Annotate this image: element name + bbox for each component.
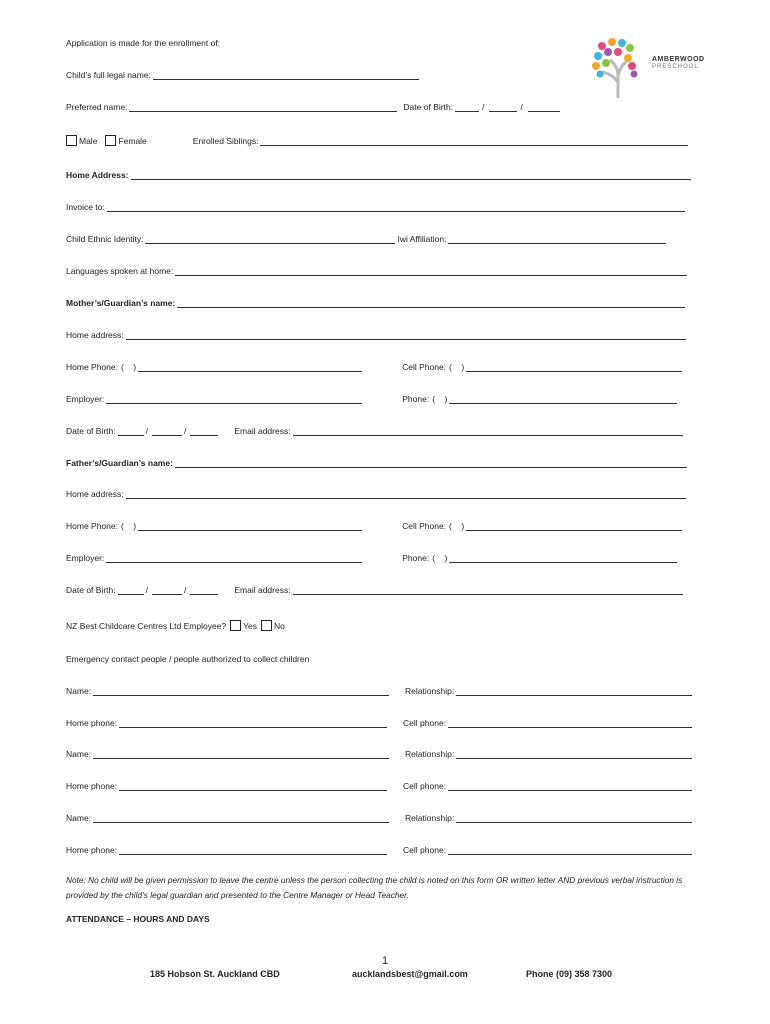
mother-dob-day-field[interactable]	[118, 426, 144, 436]
mother-dob-row: Date of Birth: / / Email address:	[66, 422, 683, 436]
mother-employer-row: Employer: Phone: ( )	[66, 390, 677, 404]
father-address-field[interactable]	[126, 489, 686, 499]
emergency-2-phone-row: Home phone: Cell phone:	[66, 777, 692, 791]
father-address-row: Home address:	[66, 485, 686, 499]
mother-cell-phone-field[interactable]	[466, 362, 682, 372]
mother-dob-month-field[interactable]	[152, 426, 182, 436]
emergency-3-home-phone-field[interactable]	[119, 845, 387, 855]
child-dob-month-field[interactable]	[489, 102, 517, 112]
father-cell-phone-field[interactable]	[466, 521, 682, 531]
father-dob-month-field[interactable]	[152, 585, 182, 595]
child-legal-name-row: Child’s full legal name:	[66, 66, 419, 80]
emergency-2-home-phone-field[interactable]	[119, 781, 387, 791]
father-name-field[interactable]	[175, 458, 687, 468]
emergency-1-relationship-field[interactable]	[456, 686, 692, 696]
mother-address-field[interactable]	[126, 330, 686, 340]
emergency-3-phone-row: Home phone: Cell phone:	[66, 841, 692, 855]
child-dob-year-field[interactable]	[528, 102, 560, 112]
father-employer-row: Employer: Phone: ( )	[66, 549, 677, 563]
mother-employer-field[interactable]	[106, 394, 362, 404]
emergency-2-name-field[interactable]	[93, 749, 389, 759]
intro-text: Application is made for the enrollment of:	[66, 38, 221, 48]
employee-no-checkbox[interactable]	[261, 620, 272, 631]
father-dob-row: Date of Birth: / / Email address:	[66, 581, 683, 595]
emergency-1-name-row: Name: Relationship:	[66, 682, 692, 696]
languages-field[interactable]	[175, 266, 687, 276]
emergency-2-cell-phone-field[interactable]	[448, 781, 692, 791]
male-checkbox[interactable]	[66, 135, 77, 146]
child-dob-day-field[interactable]	[455, 102, 479, 112]
siblings-field[interactable]	[260, 136, 688, 146]
father-name-row: Father’s/Guardian’s name:	[66, 454, 687, 468]
emergency-1-name-field[interactable]	[93, 686, 389, 696]
footer-email: aucklandsbest@gmail.com	[352, 969, 468, 979]
emergency-2-name-row: Name: Relationship:	[66, 745, 692, 759]
emergency-3-relationship-field[interactable]	[456, 813, 692, 823]
mother-name-row: Mother’s/Guardian’s name:	[66, 294, 685, 308]
emergency-3-name-row: Name: Relationship:	[66, 809, 692, 823]
page-number: 1	[382, 955, 389, 967]
logo-name: AMBERWOOD	[652, 56, 705, 63]
invoice-row: Invoice to:	[66, 198, 685, 212]
ethnic-row: Child Ethnic Identity: Iwi Affiliation:	[66, 230, 666, 244]
logo-subtitle: PRESCHOOL	[652, 64, 699, 70]
mother-phone-row: Home Phone: ( ) Cell Phone: ( )	[66, 358, 682, 372]
emergency-1-cell-phone-field[interactable]	[448, 718, 692, 728]
emergency-2-relationship-field[interactable]	[456, 749, 692, 759]
child-legal-name-field[interactable]	[153, 70, 419, 80]
home-address-field[interactable]	[131, 170, 691, 180]
iwi-field[interactable]	[448, 234, 666, 244]
employee-row: NZ Best Childcare Centres Ltd Employee? Yes No	[66, 621, 285, 631]
father-dob-day-field[interactable]	[118, 585, 144, 595]
father-email-field[interactable]	[293, 585, 683, 595]
father-phone-row: Home Phone: ( ) Cell Phone: ( )	[66, 517, 682, 531]
mother-home-phone-field[interactable]	[138, 362, 362, 372]
emergency-1-home-phone-field[interactable]	[119, 718, 387, 728]
ethnic-field[interactable]	[145, 234, 395, 244]
attendance-heading: ATTENDANCE – HOURS AND DAYS	[66, 914, 210, 924]
collection-note: Note: No child will be given permission to leave the centre unless the person collecting the child is noted on this form OR written letter AND previous verbal instruction is provided by the child’s legal guardian and presented to the Centre Manager or Head Teacher.	[66, 875, 683, 900]
preschool-logo	[588, 36, 704, 100]
employee-yes-checkbox[interactable]	[230, 620, 241, 631]
father-home-phone-field[interactable]	[138, 521, 362, 531]
mother-email-field[interactable]	[293, 426, 683, 436]
father-employer-phone-field[interactable]	[449, 553, 677, 563]
preferred-name-field[interactable]	[129, 102, 397, 112]
father-employer-field[interactable]	[106, 553, 362, 563]
footer-phone: Phone (09) 358 7300	[526, 969, 613, 979]
languages-row: Languages spoken at home:	[66, 262, 687, 276]
footer-address: 185 Hobson St. Auckland CBD	[150, 969, 280, 979]
emergency-1-phone-row: Home phone: Cell phone:	[66, 714, 692, 728]
mother-dob-year-field[interactable]	[190, 426, 218, 436]
father-dob-year-field[interactable]	[190, 585, 218, 595]
emergency-3-name-field[interactable]	[93, 813, 389, 823]
emergency-3-cell-phone-field[interactable]	[448, 845, 692, 855]
invoice-field[interactable]	[107, 202, 685, 212]
gender-row: Male Female Enrolled Siblings:	[66, 132, 688, 146]
preferred-name-row: Preferred name: Date of Birth: / /	[66, 98, 560, 112]
home-address-row: Home Address:	[66, 166, 691, 180]
emergency-heading: Emergency contact people / people authorized to collect children	[66, 654, 310, 664]
mother-name-field[interactable]	[177, 298, 685, 308]
mother-address-row: Home address:	[66, 326, 686, 340]
mother-employer-phone-field[interactable]	[449, 394, 677, 404]
female-checkbox[interactable]	[105, 135, 116, 146]
